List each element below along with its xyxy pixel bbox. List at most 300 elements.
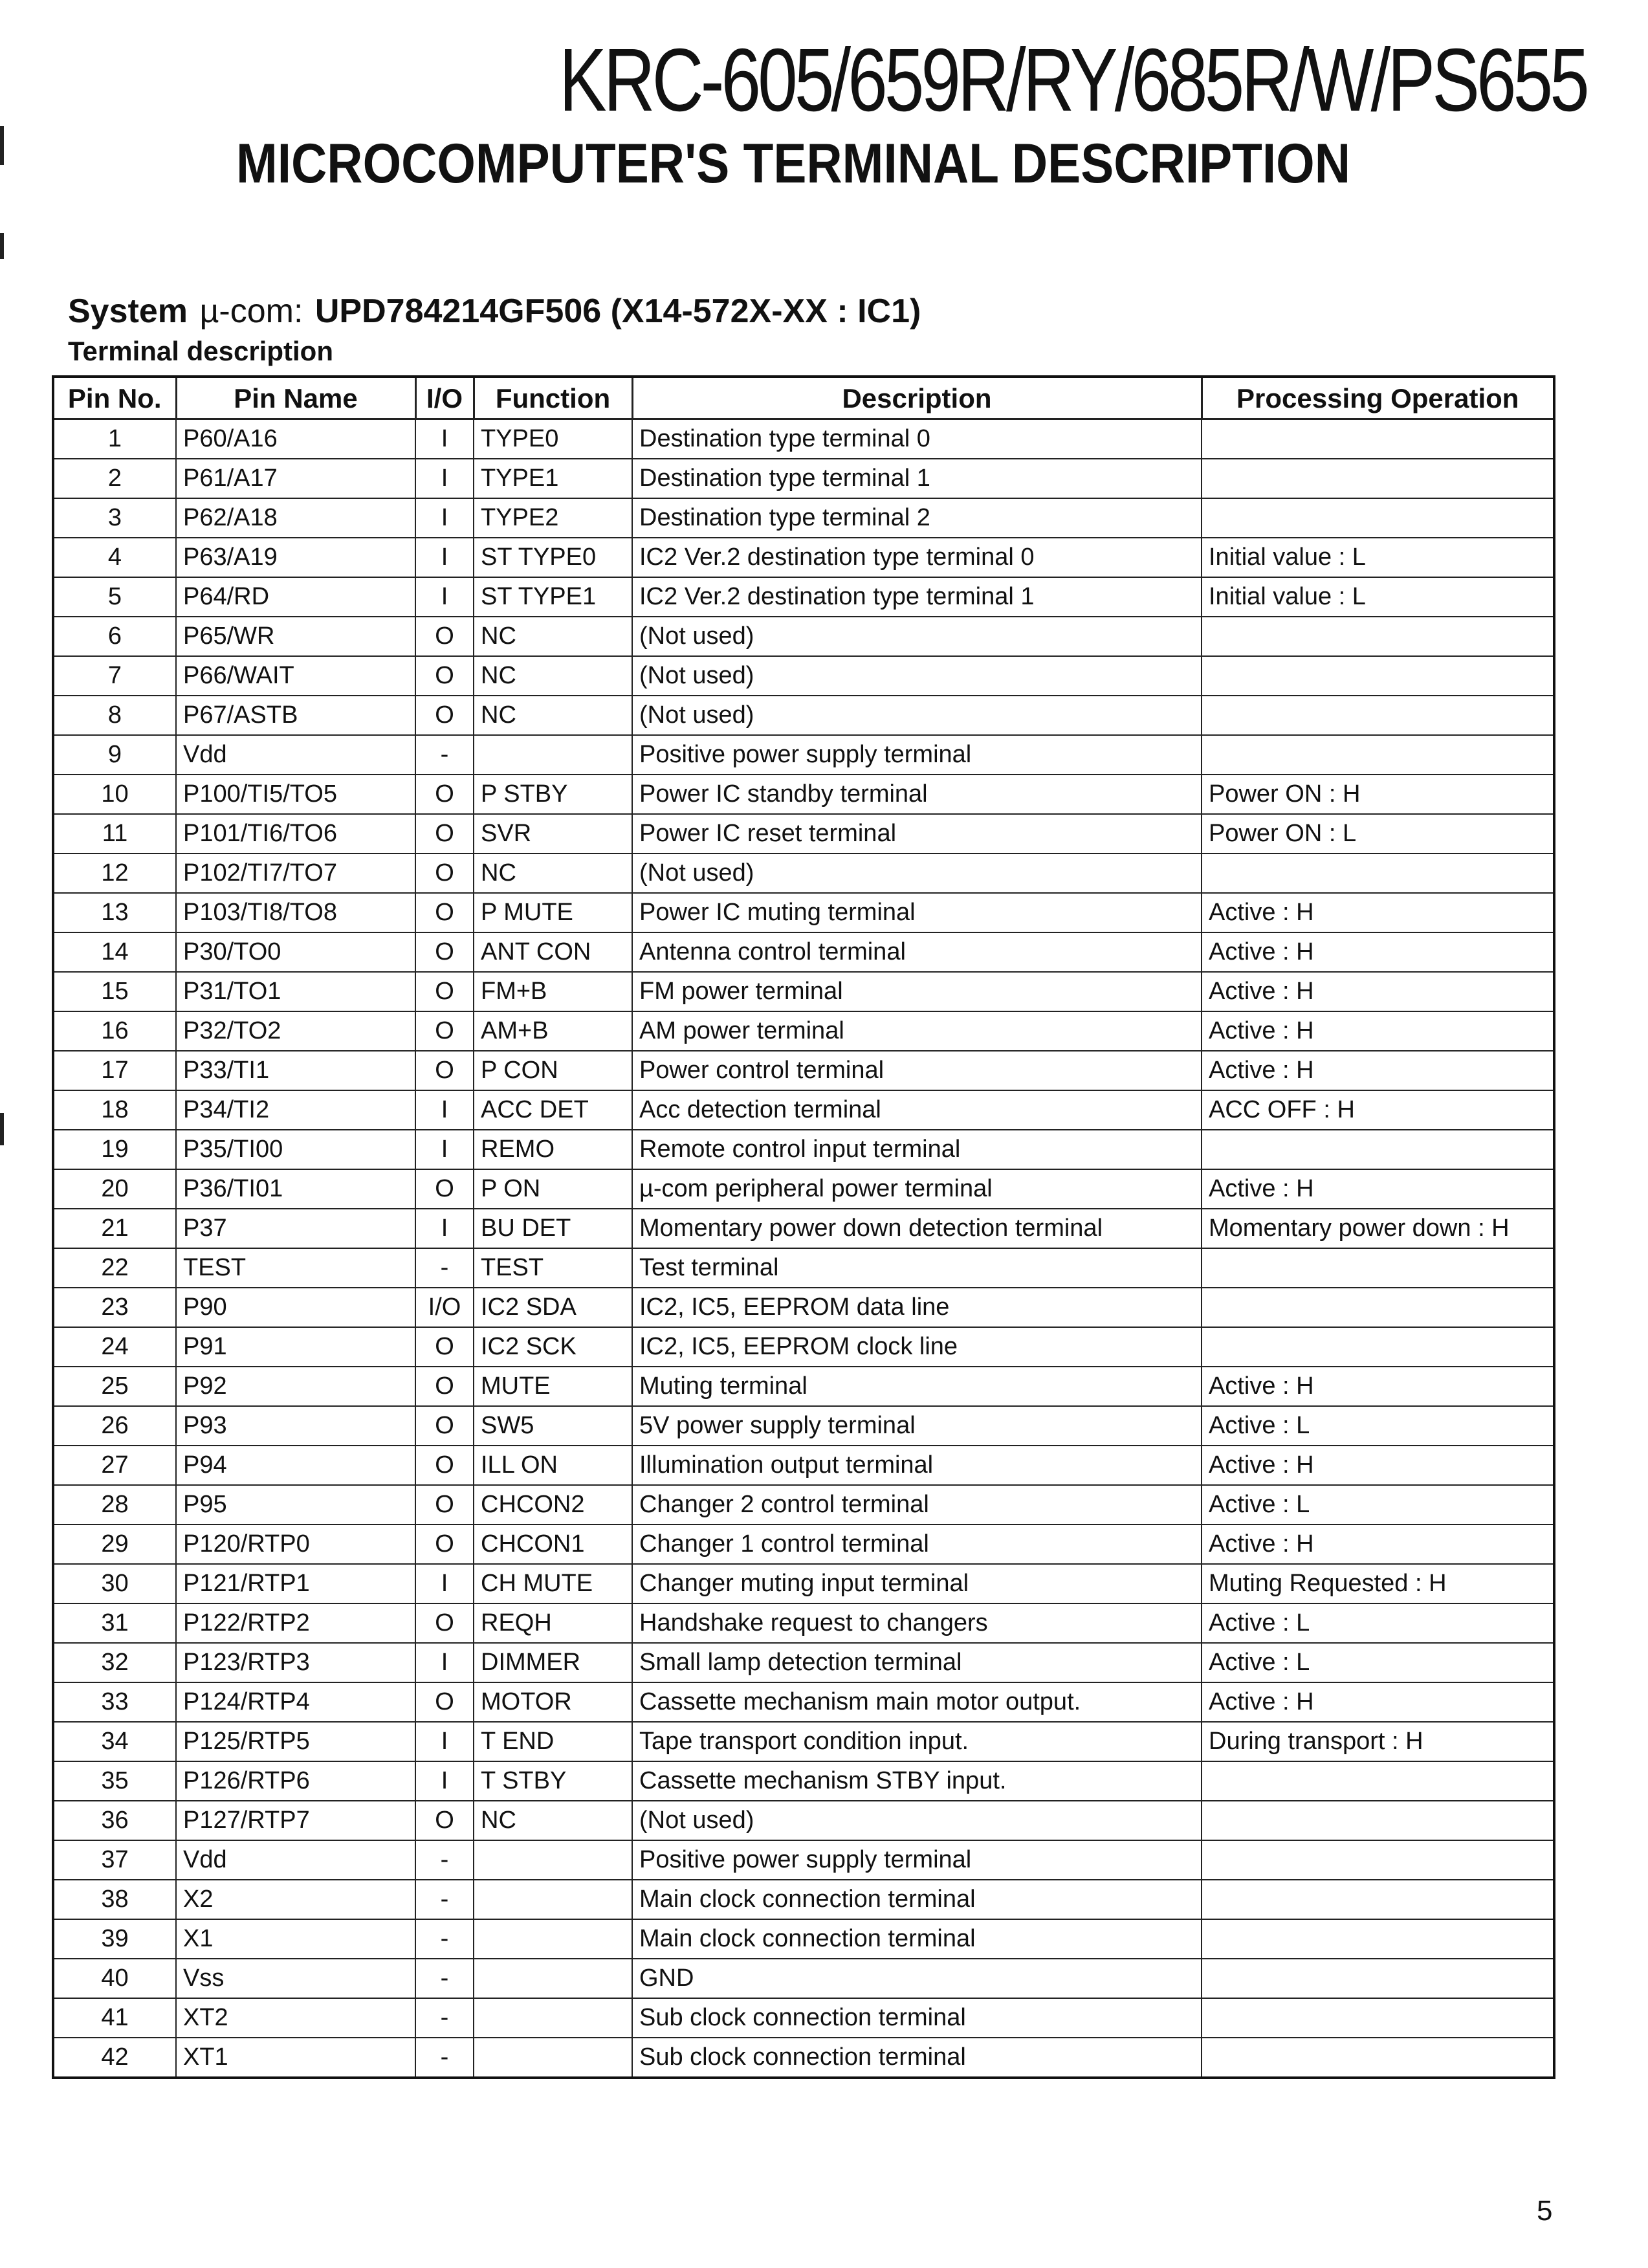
io-cell: O bbox=[415, 1327, 474, 1367]
io-cell: I bbox=[415, 1761, 474, 1801]
table-row bbox=[53, 1169, 1554, 1209]
system-label: System bbox=[68, 292, 188, 330]
table-row bbox=[53, 775, 1554, 814]
description-cell: (Not used) bbox=[632, 617, 1202, 656]
pin-name-cell: P34/TI2 bbox=[176, 1090, 415, 1130]
description-cell: Positive power supply terminal bbox=[632, 735, 1202, 775]
io-cell: O bbox=[415, 1367, 474, 1406]
pin-name-cell: P32/TO2 bbox=[176, 1011, 415, 1051]
pin-no-cell: 4 bbox=[53, 538, 176, 577]
description-cell: IC2 Ver.2 destination type terminal 0 bbox=[632, 538, 1202, 577]
processing-operation-cell: Active : L bbox=[1202, 1603, 1554, 1643]
pin-name-cell: P30/TO0 bbox=[176, 932, 415, 972]
page-title: MICROCOMPUTER'S TERMINAL DESCRIPTION bbox=[236, 133, 1350, 195]
function-cell bbox=[474, 1880, 632, 1919]
function-cell: TEST bbox=[474, 1248, 632, 1288]
pin-name-cell: XT2 bbox=[176, 1998, 415, 2038]
table-row bbox=[53, 538, 1554, 577]
description-cell: (Not used) bbox=[632, 1801, 1202, 1840]
pin-name-cell: Vss bbox=[176, 1959, 415, 1998]
pin-name-cell: X1 bbox=[176, 1919, 415, 1959]
pin-no-cell: 24 bbox=[53, 1327, 176, 1367]
pin-name-cell: P91 bbox=[176, 1327, 415, 1367]
table-row bbox=[53, 1051, 1554, 1090]
description-cell: (Not used) bbox=[632, 853, 1202, 893]
io-cell: I bbox=[415, 1130, 474, 1169]
pin-name-cell: P94 bbox=[176, 1446, 415, 1485]
description-cell: AM power terminal bbox=[632, 1011, 1202, 1051]
function-cell: BU DET bbox=[474, 1209, 632, 1248]
description-cell: IC2, IC5, EEPROM clock line bbox=[632, 1327, 1202, 1367]
function-cell: MUTE bbox=[474, 1367, 632, 1406]
description-cell: Test terminal bbox=[632, 1248, 1202, 1288]
function-cell: T END bbox=[474, 1722, 632, 1761]
pin-no-cell: 20 bbox=[53, 1169, 176, 1209]
function-cell: NC bbox=[474, 853, 632, 893]
processing-operation-cell bbox=[1202, 617, 1554, 656]
processing-operation-cell bbox=[1202, 1880, 1554, 1919]
processing-operation-cell bbox=[1202, 1840, 1554, 1880]
table-row bbox=[53, 1761, 1554, 1801]
function-cell: NC bbox=[474, 1801, 632, 1840]
io-cell: I bbox=[415, 1722, 474, 1761]
processing-operation-cell: Muting Requested : H bbox=[1202, 1564, 1554, 1603]
function-cell: T STBY bbox=[474, 1761, 632, 1801]
function-cell: SVR bbox=[474, 814, 632, 853]
pin-name-cell: TEST bbox=[176, 1248, 415, 1288]
io-cell: I bbox=[415, 1090, 474, 1130]
table-row bbox=[53, 1406, 1554, 1446]
description-cell: Power IC standby terminal bbox=[632, 775, 1202, 814]
table-row bbox=[53, 1564, 1554, 1603]
description-cell: Changer 2 control terminal bbox=[632, 1485, 1202, 1525]
table-row bbox=[53, 1603, 1554, 1643]
description-cell: Power IC reset terminal bbox=[632, 814, 1202, 853]
pin-no-cell: 22 bbox=[53, 1248, 176, 1288]
processing-operation-cell: Power ON : L bbox=[1202, 814, 1554, 853]
pin-name-cell: P60/A16 bbox=[176, 419, 415, 459]
pin-name-cell: P126/RTP6 bbox=[176, 1761, 415, 1801]
description-cell: Destination type terminal 0 bbox=[632, 419, 1202, 459]
processing-operation-cell bbox=[1202, 853, 1554, 893]
table-row bbox=[53, 1643, 1554, 1682]
io-cell: O bbox=[415, 1525, 474, 1564]
table-row bbox=[53, 814, 1554, 853]
io-cell: O bbox=[415, 617, 474, 656]
description-cell: Power control terminal bbox=[632, 1051, 1202, 1090]
pin-name-cell: P92 bbox=[176, 1367, 415, 1406]
pin-name-cell: P123/RTP3 bbox=[176, 1643, 415, 1682]
description-cell: (Not used) bbox=[632, 696, 1202, 735]
header-io: I/O bbox=[415, 377, 474, 419]
function-cell: NC bbox=[474, 656, 632, 696]
processing-operation-cell bbox=[1202, 498, 1554, 538]
io-cell: O bbox=[415, 1682, 474, 1722]
io-cell: - bbox=[415, 1248, 474, 1288]
pin-name-cell: P122/RTP2 bbox=[176, 1603, 415, 1643]
pin-name-cell: P103/TI8/TO8 bbox=[176, 893, 415, 932]
pin-name-cell: P35/TI00 bbox=[176, 1130, 415, 1169]
pin-no-cell: 38 bbox=[53, 1880, 176, 1919]
processing-operation-cell bbox=[1202, 656, 1554, 696]
function-cell: TYPE1 bbox=[474, 459, 632, 498]
pin-no-cell: 37 bbox=[53, 1840, 176, 1880]
function-cell: P CON bbox=[474, 1051, 632, 1090]
description-cell: Cassette mechanism main motor output. bbox=[632, 1682, 1202, 1722]
processing-operation-cell bbox=[1202, 459, 1554, 498]
pin-no-cell: 32 bbox=[53, 1643, 176, 1682]
function-cell: TYPE0 bbox=[474, 419, 632, 459]
processing-operation-cell: Active : H bbox=[1202, 1525, 1554, 1564]
page-number: 5 bbox=[1537, 2195, 1553, 2227]
processing-operation-cell: Active : H bbox=[1202, 1011, 1554, 1051]
table-row bbox=[53, 1130, 1554, 1169]
io-cell: I/O bbox=[415, 1288, 474, 1327]
table-row bbox=[53, 1209, 1554, 1248]
table-row bbox=[53, 1998, 1554, 2038]
processing-operation-cell: Momentary power down : H bbox=[1202, 1209, 1554, 1248]
pin-name-cell: P90 bbox=[176, 1288, 415, 1327]
io-cell: I bbox=[415, 498, 474, 538]
processing-operation-cell bbox=[1202, 1959, 1554, 1998]
pin-no-cell: 41 bbox=[53, 1998, 176, 2038]
description-cell: IC2 Ver.2 destination type terminal 1 bbox=[632, 577, 1202, 617]
io-cell: - bbox=[415, 1880, 474, 1919]
processing-operation-cell: Active : H bbox=[1202, 1446, 1554, 1485]
pin-no-cell: 2 bbox=[53, 459, 176, 498]
io-cell: - bbox=[415, 1998, 474, 2038]
pin-name-cell: P31/TO1 bbox=[176, 972, 415, 1011]
function-cell: IC2 SCK bbox=[474, 1327, 632, 1367]
processing-operation-cell: During transport : H bbox=[1202, 1722, 1554, 1761]
binding-mark bbox=[0, 1113, 4, 1145]
header-function: Function bbox=[474, 377, 632, 419]
table-row bbox=[53, 1525, 1554, 1564]
table-header-row bbox=[53, 377, 1554, 419]
processing-operation-cell: Active : H bbox=[1202, 972, 1554, 1011]
io-cell: O bbox=[415, 1051, 474, 1090]
processing-operation-cell bbox=[1202, 1327, 1554, 1367]
function-cell: DIMMER bbox=[474, 1643, 632, 1682]
table-row bbox=[53, 1327, 1554, 1367]
io-cell: O bbox=[415, 1801, 474, 1840]
pin-name-cell: Vdd bbox=[176, 735, 415, 775]
pin-no-cell: 30 bbox=[53, 1564, 176, 1603]
table-row bbox=[53, 419, 1554, 459]
table-row bbox=[53, 577, 1554, 617]
pin-name-cell: P125/RTP5 bbox=[176, 1722, 415, 1761]
function-cell: FM+B bbox=[474, 972, 632, 1011]
header-pin-name: Pin Name bbox=[176, 377, 415, 419]
description-cell: Remote control input terminal bbox=[632, 1130, 1202, 1169]
pin-no-cell: 40 bbox=[53, 1959, 176, 1998]
function-cell: IC2 SDA bbox=[474, 1288, 632, 1327]
function-cell: NC bbox=[474, 696, 632, 735]
function-cell: NC bbox=[474, 617, 632, 656]
description-cell: Power IC muting terminal bbox=[632, 893, 1202, 932]
table-row bbox=[53, 1367, 1554, 1406]
description-cell: Acc detection terminal bbox=[632, 1090, 1202, 1130]
table-row bbox=[53, 972, 1554, 1011]
table-row bbox=[53, 893, 1554, 932]
description-cell: Small lamp detection terminal bbox=[632, 1643, 1202, 1682]
processing-operation-cell: Initial value : L bbox=[1202, 577, 1554, 617]
function-cell bbox=[474, 1959, 632, 1998]
description-cell: Antenna control terminal bbox=[632, 932, 1202, 972]
pin-no-cell: 39 bbox=[53, 1919, 176, 1959]
table-row bbox=[53, 1011, 1554, 1051]
function-cell: ST TYPE0 bbox=[474, 538, 632, 577]
function-cell: ILL ON bbox=[474, 1446, 632, 1485]
pin-name-cell: P120/RTP0 bbox=[176, 1525, 415, 1564]
table-row bbox=[53, 498, 1554, 538]
function-cell bbox=[474, 2038, 632, 2078]
pin-no-cell: 26 bbox=[53, 1406, 176, 1446]
processing-operation-cell bbox=[1202, 1801, 1554, 1840]
description-cell: Changer 1 control terminal bbox=[632, 1525, 1202, 1564]
table-row bbox=[53, 696, 1554, 735]
description-cell: Changer muting input terminal bbox=[632, 1564, 1202, 1603]
processing-operation-cell: Active : L bbox=[1202, 1406, 1554, 1446]
description-cell: Tape transport condition input. bbox=[632, 1722, 1202, 1761]
function-cell: P ON bbox=[474, 1169, 632, 1209]
table-row bbox=[53, 1288, 1554, 1327]
function-cell: ST TYPE1 bbox=[474, 577, 632, 617]
function-cell: CHCON1 bbox=[474, 1525, 632, 1564]
description-cell: Cassette mechanism STBY input. bbox=[632, 1761, 1202, 1801]
io-cell: O bbox=[415, 932, 474, 972]
table-row bbox=[53, 1446, 1554, 1485]
pin-no-cell: 19 bbox=[53, 1130, 176, 1169]
pin-no-cell: 28 bbox=[53, 1485, 176, 1525]
table-row bbox=[53, 853, 1554, 893]
io-cell: O bbox=[415, 1011, 474, 1051]
pin-name-cell: P37 bbox=[176, 1209, 415, 1248]
pin-no-cell: 16 bbox=[53, 1011, 176, 1051]
processing-operation-cell: Active : H bbox=[1202, 932, 1554, 972]
table-row bbox=[53, 1959, 1554, 1998]
pin-no-cell: 14 bbox=[53, 932, 176, 972]
function-cell: P STBY bbox=[474, 775, 632, 814]
pin-name-cell: X2 bbox=[176, 1880, 415, 1919]
table-row bbox=[53, 1801, 1554, 1840]
description-cell: GND bbox=[632, 1959, 1202, 1998]
description-cell: Handshake request to changers bbox=[632, 1603, 1202, 1643]
table-row bbox=[53, 459, 1554, 498]
function-cell bbox=[474, 1919, 632, 1959]
pin-no-cell: 31 bbox=[53, 1603, 176, 1643]
io-cell: O bbox=[415, 814, 474, 853]
io-cell: O bbox=[415, 775, 474, 814]
pin-no-cell: 27 bbox=[53, 1446, 176, 1485]
pin-no-cell: 13 bbox=[53, 893, 176, 932]
io-cell: O bbox=[415, 1603, 474, 1643]
processing-operation-cell: Active : L bbox=[1202, 1643, 1554, 1682]
processing-operation-cell bbox=[1202, 1130, 1554, 1169]
processing-operation-cell: Active : H bbox=[1202, 1169, 1554, 1209]
description-cell: Destination type terminal 1 bbox=[632, 459, 1202, 498]
processing-operation-cell: Initial value : L bbox=[1202, 538, 1554, 577]
binding-mark bbox=[0, 126, 4, 165]
table-body bbox=[53, 419, 1554, 2078]
pin-no-cell: 34 bbox=[53, 1722, 176, 1761]
description-cell: Illumination output terminal bbox=[632, 1446, 1202, 1485]
io-cell: I bbox=[415, 577, 474, 617]
processing-operation-cell bbox=[1202, 1248, 1554, 1288]
processing-operation-cell bbox=[1202, 696, 1554, 735]
header-processing-operation: Processing Operation bbox=[1202, 377, 1554, 419]
io-cell: I bbox=[415, 1209, 474, 1248]
pin-name-cell: P121/RTP1 bbox=[176, 1564, 415, 1603]
table-row bbox=[53, 2038, 1554, 2078]
pin-no-cell: 21 bbox=[53, 1209, 176, 1248]
pin-no-cell: 15 bbox=[53, 972, 176, 1011]
io-cell: - bbox=[415, 2038, 474, 2078]
description-cell: FM power terminal bbox=[632, 972, 1202, 1011]
function-cell bbox=[474, 1998, 632, 2038]
processing-operation-cell bbox=[1202, 1998, 1554, 2038]
function-cell: AM+B bbox=[474, 1011, 632, 1051]
table-row bbox=[53, 1880, 1554, 1919]
pin-name-cell: P102/TI7/TO7 bbox=[176, 853, 415, 893]
processing-operation-cell bbox=[1202, 1761, 1554, 1801]
pin-name-cell: XT1 bbox=[176, 2038, 415, 2078]
function-cell: CH MUTE bbox=[474, 1564, 632, 1603]
pin-name-cell: P127/RTP7 bbox=[176, 1801, 415, 1840]
table-row bbox=[53, 1485, 1554, 1525]
table-row bbox=[53, 1682, 1554, 1722]
function-cell bbox=[474, 1840, 632, 1880]
pin-no-cell: 9 bbox=[53, 735, 176, 775]
header-description: Description bbox=[632, 377, 1202, 419]
pin-no-cell: 1 bbox=[53, 419, 176, 459]
description-cell: (Not used) bbox=[632, 656, 1202, 696]
table-row bbox=[53, 932, 1554, 972]
description-cell: Main clock connection terminal bbox=[632, 1880, 1202, 1919]
io-cell: - bbox=[415, 1840, 474, 1880]
io-cell: O bbox=[415, 696, 474, 735]
io-cell: - bbox=[415, 735, 474, 775]
processing-operation-cell bbox=[1202, 735, 1554, 775]
pin-no-cell: 29 bbox=[53, 1525, 176, 1564]
pin-name-cell: P101/TI6/TO6 bbox=[176, 814, 415, 853]
function-cell: REQH bbox=[474, 1603, 632, 1643]
processing-operation-cell: Active : H bbox=[1202, 1051, 1554, 1090]
pin-name-cell: P93 bbox=[176, 1406, 415, 1446]
io-cell: O bbox=[415, 972, 474, 1011]
io-cell: - bbox=[415, 1959, 474, 1998]
pin-name-cell: P36/TI01 bbox=[176, 1169, 415, 1209]
processing-operation-cell: ACC OFF : H bbox=[1202, 1090, 1554, 1130]
function-cell: TYPE2 bbox=[474, 498, 632, 538]
io-cell: O bbox=[415, 1406, 474, 1446]
pin-no-cell: 5 bbox=[53, 577, 176, 617]
function-cell: ACC DET bbox=[474, 1090, 632, 1130]
pin-no-cell: 23 bbox=[53, 1288, 176, 1327]
table-row bbox=[53, 1722, 1554, 1761]
io-cell: I bbox=[415, 1643, 474, 1682]
system-heading bbox=[68, 294, 921, 328]
processing-operation-cell bbox=[1202, 419, 1554, 459]
io-cell: O bbox=[415, 893, 474, 932]
processing-operation-cell: Active : H bbox=[1202, 1367, 1554, 1406]
pin-no-cell: 6 bbox=[53, 617, 176, 656]
pin-name-cell: P33/TI1 bbox=[176, 1051, 415, 1090]
io-cell: I bbox=[415, 1564, 474, 1603]
pin-no-cell: 11 bbox=[53, 814, 176, 853]
pin-no-cell: 42 bbox=[53, 2038, 176, 2078]
terminal-table bbox=[52, 375, 1555, 2079]
pin-name-cell: Vdd bbox=[176, 1840, 415, 1880]
io-cell: I bbox=[415, 538, 474, 577]
system-part-number: UPD784214GF506 (X14-572X-XX : IC1) bbox=[314, 292, 921, 330]
processing-operation-cell: Active : H bbox=[1202, 1682, 1554, 1722]
pin-name-cell: P100/TI5/TO5 bbox=[176, 775, 415, 814]
table-row bbox=[53, 1919, 1554, 1959]
description-cell: Sub clock connection terminal bbox=[632, 1998, 1202, 2038]
table-row bbox=[53, 617, 1554, 656]
io-cell: O bbox=[415, 1485, 474, 1525]
description-cell: Positive power supply terminal bbox=[632, 1840, 1202, 1880]
pin-name-cell: P63/A19 bbox=[176, 538, 415, 577]
pin-name-cell: P95 bbox=[176, 1485, 415, 1525]
pin-name-cell: P67/ASTB bbox=[176, 696, 415, 735]
description-cell: µ-com peripheral power terminal bbox=[632, 1169, 1202, 1209]
function-cell bbox=[474, 735, 632, 775]
pin-no-cell: 33 bbox=[53, 1682, 176, 1722]
pin-name-cell: P62/A18 bbox=[176, 498, 415, 538]
function-cell: CHCON2 bbox=[474, 1485, 632, 1525]
processing-operation-cell: Power ON : H bbox=[1202, 775, 1554, 814]
io-cell: O bbox=[415, 656, 474, 696]
pin-name-cell: P66/WAIT bbox=[176, 656, 415, 696]
io-cell: O bbox=[415, 1169, 474, 1209]
processing-operation-cell: Active : H bbox=[1202, 893, 1554, 932]
table-row bbox=[53, 1248, 1554, 1288]
pin-no-cell: 17 bbox=[53, 1051, 176, 1090]
function-cell: REMO bbox=[474, 1130, 632, 1169]
description-cell: IC2, IC5, EEPROM data line bbox=[632, 1288, 1202, 1327]
processing-operation-cell: Active : L bbox=[1202, 1485, 1554, 1525]
description-cell: 5V power supply terminal bbox=[632, 1406, 1202, 1446]
description-cell: Muting terminal bbox=[632, 1367, 1202, 1406]
section-label: Terminal description bbox=[68, 336, 333, 366]
pin-name-cell: P61/A17 bbox=[176, 459, 415, 498]
function-cell: MOTOR bbox=[474, 1682, 632, 1722]
io-cell: O bbox=[415, 1446, 474, 1485]
processing-operation-cell bbox=[1202, 1288, 1554, 1327]
model-number: KRC-605/659R/RY/685R/W/PS655 bbox=[559, 30, 1587, 130]
io-cell: - bbox=[415, 1919, 474, 1959]
description-cell: Sub clock connection terminal bbox=[632, 2038, 1202, 2078]
pin-no-cell: 12 bbox=[53, 853, 176, 893]
header-pin-no: Pin No. bbox=[53, 377, 176, 419]
pin-name-cell: P64/RD bbox=[176, 577, 415, 617]
description-cell: Destination type terminal 2 bbox=[632, 498, 1202, 538]
pin-no-cell: 36 bbox=[53, 1801, 176, 1840]
pin-no-cell: 3 bbox=[53, 498, 176, 538]
processing-operation-cell bbox=[1202, 2038, 1554, 2078]
function-cell: P MUTE bbox=[474, 893, 632, 932]
pin-name-cell: P124/RTP4 bbox=[176, 1682, 415, 1722]
pin-name-cell: P65/WR bbox=[176, 617, 415, 656]
table-row bbox=[53, 735, 1554, 775]
table-row bbox=[53, 656, 1554, 696]
table-row bbox=[53, 1840, 1554, 1880]
pin-no-cell: 18 bbox=[53, 1090, 176, 1130]
binding-mark bbox=[0, 233, 4, 259]
io-cell: I bbox=[415, 419, 474, 459]
